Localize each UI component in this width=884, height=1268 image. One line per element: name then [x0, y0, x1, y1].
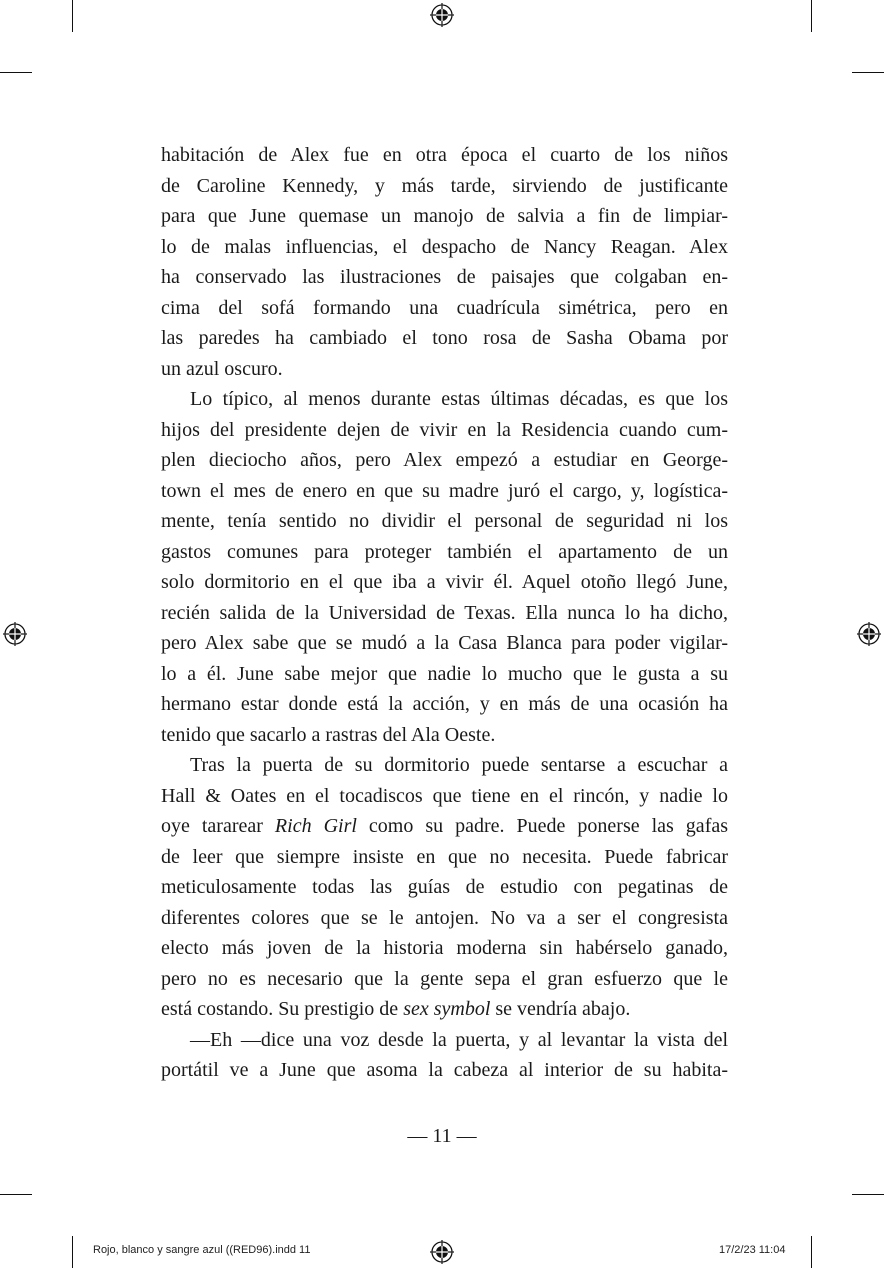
text-line: portátil ve a June que asoma la cabeza al interior de su habita- — [161, 1059, 728, 1081]
crop-mark — [852, 1194, 884, 1195]
text-line: para que June quemase un manojo de salvia a fin de limpiar- — [161, 205, 728, 227]
text-line: hermano estar donde está la acción, y en más de una ocasión ha — [161, 693, 728, 715]
slug-filename: Rojo, blanco y sangre azul ((RED96).indd 11 — [93, 1244, 311, 1256]
text-line: un azul oscuro. — [161, 357, 283, 380]
crop-mark — [72, 0, 73, 32]
text-line: solo dormitorio en el que iba a vivir él. Aquel otoño llegó June, — [161, 571, 728, 593]
text-line: electo más joven de la historia moderna sin habérselo ganado, — [161, 937, 728, 959]
registration-mark-icon — [430, 3, 454, 27]
crop-mark — [852, 72, 884, 73]
text-line: plen dieciocho años, pero Alex empezó a estudiar en George- — [161, 449, 728, 471]
text-line: mente, tenía sentido no dividir el personal de seguridad ni los — [161, 510, 728, 532]
body-text — [161, 140, 728, 1086]
italic-title: sex symbol — [403, 998, 491, 1020]
registration-mark-icon — [857, 622, 881, 646]
registration-mark-icon — [430, 1240, 454, 1264]
crop-mark — [72, 1236, 73, 1268]
text-line: Tras la puerta de su dormitorio puede sentarse a escuchar a — [190, 754, 728, 776]
crop-mark — [811, 1236, 812, 1268]
text-line: habitación de Alex fue en otra época el cuarto de los niños — [161, 144, 728, 166]
italic-title: Rich Girl — [274, 815, 357, 837]
text-line: está costando. Su prestigio de sex symbol se vendría abajo. — [161, 998, 631, 1020]
text-line: lo a él. June sabe mejor que nadie lo mucho que le gusta a su — [161, 662, 728, 685]
text-line: tenido que sacarlo a rastras del Ala Oeste. — [161, 723, 496, 746]
crop-mark — [811, 0, 812, 32]
registration-mark-icon — [3, 622, 27, 646]
paragraph — [161, 384, 728, 750]
text-line: Lo típico, al menos durante estas últimas décadas, es que los — [190, 388, 728, 410]
text-line: recién salida de la Universidad de Texas. Ella nunca lo ha dicho, — [161, 601, 728, 624]
text-line: pero Alex sabe que se mudó a la Casa Blanca para poder vigilar- — [161, 632, 728, 654]
text-line: Hall & Oates en el tocadiscos que tiene en el rincón, y nadie lo — [161, 784, 728, 807]
text-line: oye tararear Rich Girl como su padre. Puede ponerse las gafas — [161, 815, 729, 837]
text-line: meticulosamente todas las guías de estudio con pegatinas de — [161, 876, 728, 898]
text-line: de leer que siempre insiste en que no necesita. Puede fabricar — [161, 845, 728, 868]
text-line: las paredes ha cambiado el tono rosa de Sasha Obama por — [161, 327, 728, 349]
paragraph — [161, 140, 728, 384]
text-line: pero no es necesario que la gente sepa el gran esfuerzo que le — [161, 967, 728, 990]
crop-mark — [0, 72, 32, 73]
text-line: hijos del presidente dejen de vivir en la Residencia cuando cum- — [161, 418, 728, 441]
text-line: —Eh —dice una voz desde la puerta, y al levantar la vista del — [190, 1028, 728, 1051]
paragraph — [161, 1025, 728, 1086]
text-line: lo de malas influencias, el despacho de Nancy Reagan. Alex — [161, 235, 728, 258]
text-line: diferentes colores que se le antojen. No va a ser el congresista — [161, 906, 728, 929]
page-number: — 11 — — [407, 1125, 477, 1147]
text-line: town el mes de enero en que su madre juró el cargo, y, logística- — [161, 479, 728, 502]
paragraph — [161, 750, 728, 1025]
text-line: de Caroline Kennedy, y más tarde, sirviendo de justificante — [161, 174, 728, 197]
slug-datetime: 17/2/23 11:04 — [719, 1244, 786, 1256]
text-line: ha conservado las ilustraciones de paisajes que colgaban en- — [161, 266, 728, 288]
crop-mark — [0, 1194, 32, 1195]
text-line: cima del sofá formando una cuadrícula simétrica, pero en — [161, 296, 728, 319]
text-line: gastos comunes para proteger también el apartamento de un — [161, 540, 728, 563]
